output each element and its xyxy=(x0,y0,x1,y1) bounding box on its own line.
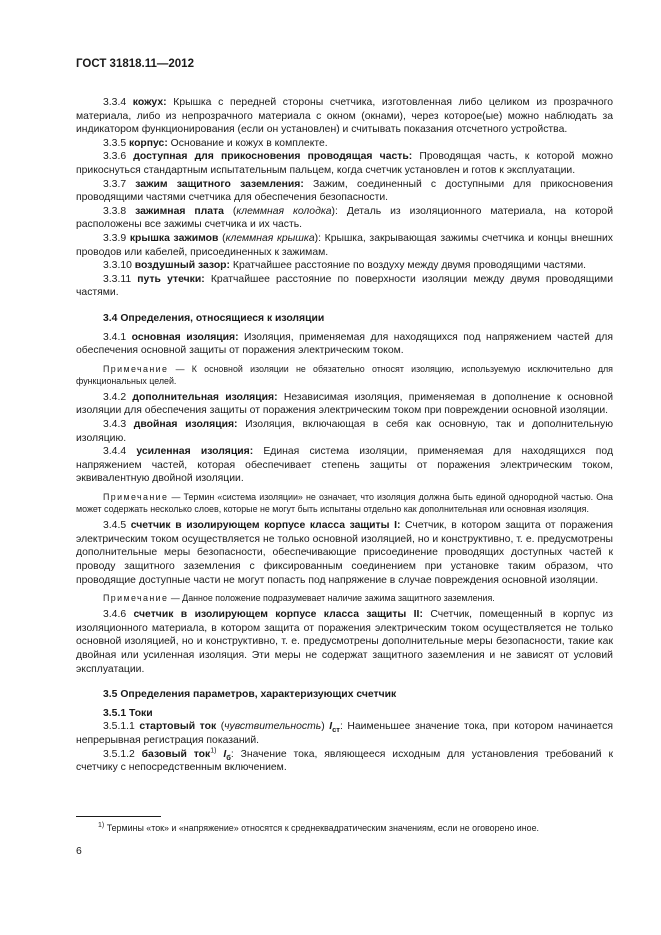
definition-text: Крышка с передней стороны счетчика, изготовленная либо целиком из прозрачного материала, либо из непрозрачного материала с окном (окнами), через которое(ые) можно наблюдать за индикатором функционирования (если он установлен) и считывать показания отсчетного устройства. xyxy=(76,97,614,136)
definition-text: Изоляция, применяемая для находящихся под напряжением частей для обеспечения основной защиты от поражения электрическим током. xyxy=(76,331,613,357)
clause-number: 3.3.9 xyxy=(103,232,130,244)
definition-3-3-6 xyxy=(76,150,613,177)
definition-3-3-7 xyxy=(76,178,613,205)
clause-number: 3.5.1.2 xyxy=(103,748,142,760)
definition-3-5-1-2 xyxy=(76,748,613,775)
term: воздушный зазор: xyxy=(134,260,230,272)
clause-number: 3.3.6 xyxy=(103,151,134,163)
definition-3-3-5 xyxy=(76,137,613,151)
definition-3-4-5 xyxy=(76,519,613,587)
definition-text: ): Крышка, закрывающая зажимы счетчика и концы внешних проводов или кабелей, присоединенных к зажимам. xyxy=(76,232,614,258)
definition-3-4-4 xyxy=(76,445,613,486)
note-2 xyxy=(76,491,613,515)
term: путь утечки: xyxy=(137,273,205,285)
definition-text: : Значение тока, являющееся исходным для установления требований к счетчику с непосредственным включением. xyxy=(76,748,613,774)
current-subscript: ст xyxy=(332,725,340,735)
alternative-term: клеммная колодка xyxy=(236,205,332,217)
term: зажим защитного заземления: xyxy=(135,178,304,190)
clause-number: 3.4.2 xyxy=(103,391,133,403)
footnote-divider xyxy=(76,816,161,817)
alternative-term: клеммная крышка xyxy=(225,232,315,244)
clause-number: 3.4.3 xyxy=(103,419,134,431)
term: дополнительная изоляция: xyxy=(132,391,278,403)
definition-text: Проводящая часть, к которой можно прикоснуться стандартным испытательным пальцем, когда счетчик установлен и готов к эксплуатации. xyxy=(76,151,613,176)
clause-number: 3.4.6 xyxy=(103,609,134,621)
footnote xyxy=(76,822,613,834)
page-number: 6 xyxy=(76,846,82,857)
term: доступная для прикосновения проводящая часть: xyxy=(133,151,413,163)
note-1 xyxy=(76,363,613,387)
definition-3-3-8: 3.3.8 зажимная плата (клеммная колодка): Деталь из изоляционного материала, на которой расположены все зажимы счетчика и их часть. xyxy=(76,205,614,231)
clause-number: 3.3.8 xyxy=(103,205,136,217)
definition-3-3-10 xyxy=(76,259,613,273)
footnote-reference[interactable]: 1) xyxy=(210,747,217,755)
section-heading-3-5: 3.5 Определения параметров, характеризующих счетчик xyxy=(103,689,397,701)
clause-number: 3.3.10 xyxy=(103,260,135,272)
note-text: — К основной изоляции не обязательно относят изоляцию, используемую исключительно для функциональных целей. xyxy=(76,363,613,386)
clause-number: 3.3.11 xyxy=(103,273,138,285)
current-symbol: I xyxy=(329,721,333,733)
clause-number: 3.4.5 xyxy=(103,520,131,532)
clause-number: 3.3.5 xyxy=(103,137,129,149)
clause-number: 3.3.7 xyxy=(103,178,136,190)
standard-header: ГОСТ 31818.11—2012 xyxy=(76,58,194,70)
note-label: Примечание xyxy=(103,363,169,374)
definition-3-5-1-1: 3.5.1.1 стартовый ток (чувствительность) $I_{ст}$: Наименьшее значение тока, при котором начинается непрерывная регистрация показаний. xyxy=(76,721,613,747)
definition-text: : Деталь из изоляционного материала, на которой расположены все зажимы счетчика и их часть. xyxy=(76,205,614,231)
term: корпус: xyxy=(129,137,168,149)
term: зажимная плата xyxy=(135,205,224,217)
term: крышка зажимов xyxy=(129,232,219,244)
current-symbol: I xyxy=(223,748,227,760)
term: стартовый ток xyxy=(139,721,217,733)
term: кожух: xyxy=(132,97,167,108)
alternative-term: чувствительность xyxy=(224,721,322,733)
subsection-heading-3-5-1: 3.5.1 Токи xyxy=(103,707,153,719)
footnote-mark: 1) xyxy=(98,822,105,830)
definition-text: Кратчайшее расстояние по воздуху между двумя проводящими частями. xyxy=(230,260,587,272)
clause-number: 3.3.4 xyxy=(103,97,133,108)
definition-text: Единая система изоляции, применяемая для находящихся под напряжением частей, которая обеспечивает степень защиты от поражения электрическим током, эквивалентную двойной изоляции. xyxy=(76,446,614,485)
term: базовый ток xyxy=(141,748,211,760)
section-heading-3-4: 3.4 Определения, относящиеся к изоляции xyxy=(103,312,325,324)
term: двойная изоляция: xyxy=(133,419,238,431)
current-subscript: б xyxy=(226,752,231,762)
definition-3-4-3 xyxy=(76,418,613,445)
definition-3-3-11 xyxy=(76,273,613,300)
definition-text: Изоляция, включающая в себя как основную, так и дополнительную изоляцию. xyxy=(76,419,613,444)
clause-number: 3.5.1.1 xyxy=(103,721,140,733)
definition-text: Независимая изоляция, применяемая в дополнение к основной изоляции для обеспечения защиты от поражения электрическим током при повреждении основной изоляции. xyxy=(76,391,614,417)
document-body xyxy=(76,96,613,775)
clause-number: 3.4.4 xyxy=(103,446,137,458)
definition-3-3-9: 3.3.9 крышка зажимов (клеммная крышка): Крышка, закрывающая зажимы счетчика и концы внешних проводов или кабелей, присоединенных к зажимам. xyxy=(76,232,614,258)
term: основная изоляция: xyxy=(131,331,239,343)
note-text: — Данное положение подразумевает наличие зажима защитного заземления. xyxy=(168,593,495,604)
note-3 xyxy=(76,592,613,604)
definition-3-4-2 xyxy=(76,391,613,418)
note-label: Примечание xyxy=(103,593,169,604)
definition-text: Счетчик, в котором защита от поражения электрическим током осуществляется не только основной изоляцией, но и конструктивно, т. е. предусмотрены дополнительные меры безопасности, обеспечивающие присоединение проводящих доступных частей к проводу защитного заземления с фиксированным соединением при установке таким образом, что проводящие доступные части не могут попасть под напряжение в случае повреждения основной изоляции. xyxy=(76,520,614,586)
term: счетчик в изолирующем корпусе класса защиты II: xyxy=(133,609,423,621)
term: усиленная изоляция: xyxy=(136,446,254,458)
note-text: — Термин «система изоляции» не означает, что изоляция должна быть единой однородной частью. Она может содержать несколько слоев, которые не могут быть испытаны отдельно как дополнительная или основная изоляция. xyxy=(76,492,613,515)
definition-text: : Наименьшее значение тока, при котором начинается непрерывная регистрация показаний. xyxy=(76,721,613,747)
definition-text: Основание и кожух в комплекте. xyxy=(167,137,328,149)
definition-3-4-6 xyxy=(76,608,613,676)
definition-text: Кратчайшее расстояние по поверхности изоляции между двумя проводящими частями. xyxy=(76,273,614,299)
definition-text: Счетчик, помещенный в корпус из изоляционного материала, в котором защита от поражения электрическим током осуществляется не только основной изоляцией, но и конструктивно, т. е. предусмотрены дополнительные меры безопасности, такие как двойная или усиленная изоляция. Эти меры не содержат защитного заземления и не зависят от условий эксплуатации. xyxy=(76,609,614,675)
footnote-text: Термины «ток» и «напряжение» относятся к среднеквадратическим значениям, если не оговорено иное. xyxy=(104,823,539,833)
definition-3-3-4 xyxy=(76,96,613,137)
term: счетчик в изолирующем корпусе класса защиты I: xyxy=(130,520,401,532)
definition-text: Зажим, соединенный с доступными для прикосновения проводящими частями счетчика для обеспечения безопасности. xyxy=(76,178,613,204)
definition-3-4-1 xyxy=(76,331,613,358)
note-label: Примечание xyxy=(103,492,169,503)
clause-number: 3.4.1 xyxy=(103,331,132,343)
